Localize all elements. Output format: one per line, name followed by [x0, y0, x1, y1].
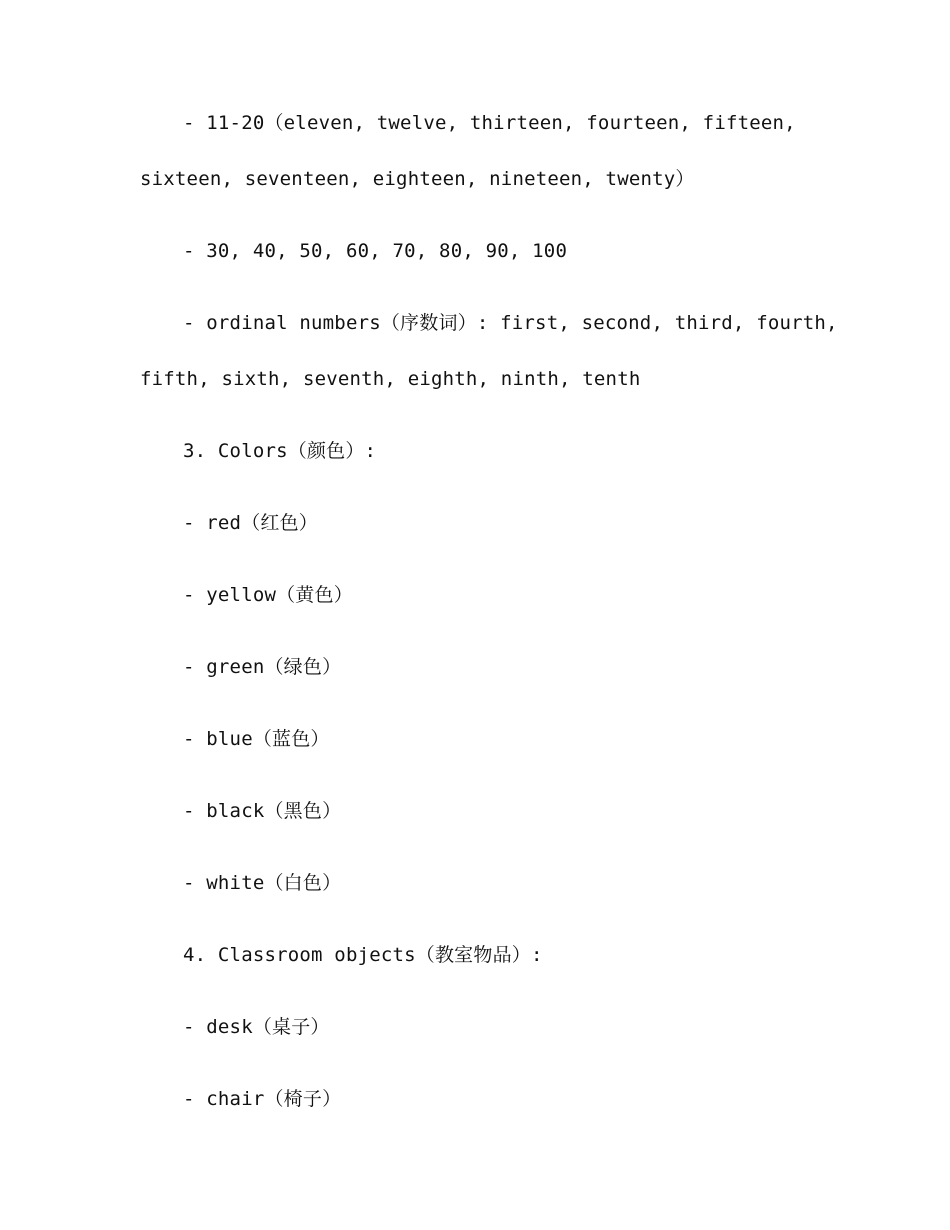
color-item-red: - red（红色）	[183, 512, 318, 534]
colors-heading: 3. Colors（颜色）:	[183, 440, 377, 462]
classroom-item-desk: - desk（桌子）	[183, 1016, 330, 1038]
classroom-item-chair: - chair（椅子）	[183, 1088, 342, 1110]
color-item-green: - green（绿色）	[183, 656, 342, 678]
numbers-11-20-line2: sixteen, seventeen, eighteen, nineteen, twenty）	[140, 168, 695, 190]
color-item-blue: - blue（蓝色）	[183, 728, 330, 750]
color-item-yellow: - yellow（黄色）	[183, 584, 353, 606]
ordinal-numbers-line1: - ordinal numbers（序数词）: first, second, third, fourth,	[183, 312, 838, 334]
ordinal-numbers-line2: fifth, sixth, seventh, eighth, ninth, tenth	[140, 368, 641, 390]
color-item-black: - black（黑色）	[183, 800, 342, 822]
classroom-objects-heading: 4. Classroom objects（教室物品）:	[183, 944, 543, 966]
numbers-tens-item: - 30, 40, 50, 60, 70, 80, 90, 100	[183, 240, 568, 262]
numbers-11-20-line1: - 11-20（eleven, twelve, thirteen, fourteen, fifteen,	[183, 112, 796, 134]
color-item-white: - white（白色）	[183, 872, 342, 894]
